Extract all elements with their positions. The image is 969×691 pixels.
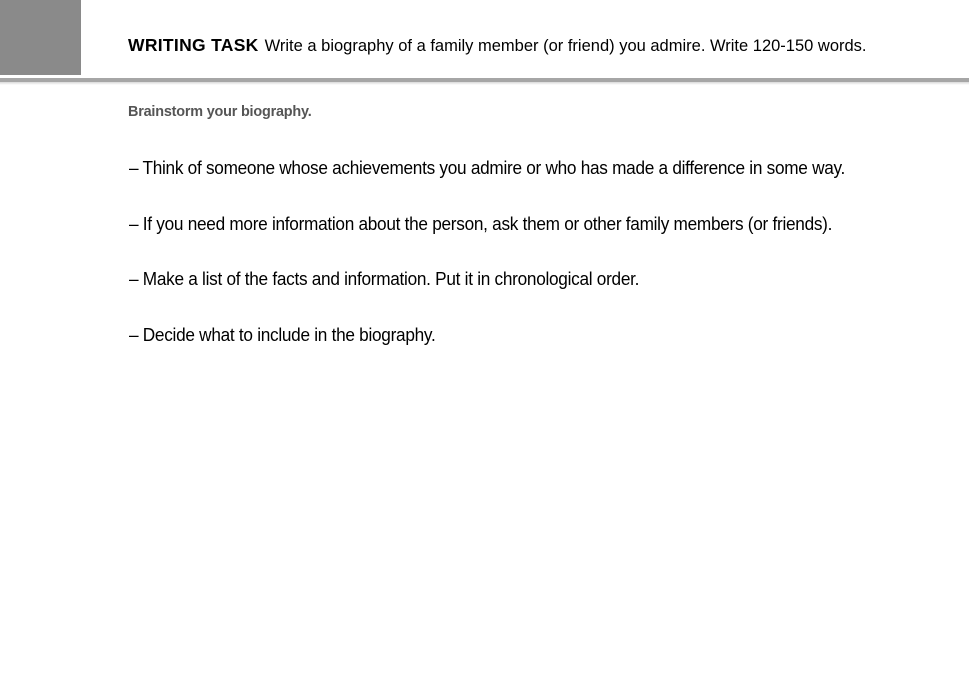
brainstorm-step-3: – Make a list of the facts and information. Put it in chronological order. — [129, 268, 640, 290]
writing-task-header — [128, 34, 958, 57]
header-divider-shadow — [0, 82, 969, 85]
brainstorm-step-1: – Think of someone whose achievements you admire or who has made a difference in some way. — [129, 157, 846, 178]
writing-task-instruction: Write a biography of a family member (or friend) you admire. Write 120-150 words. — [264, 37, 867, 55]
brainstorm-steps-list — [129, 155, 899, 378]
writing-task-label: WRITING TASK — [128, 35, 259, 55]
brainstorm-step-4: – Decide what to include in the biography. — [129, 324, 436, 346]
header-corner-block — [0, 0, 81, 75]
brainstorm-subheading: Brainstorm your biography. — [128, 103, 312, 120]
brainstorm-step-2: – If you need more information about the person, ask them or other family members (or friends). — [129, 212, 833, 234]
